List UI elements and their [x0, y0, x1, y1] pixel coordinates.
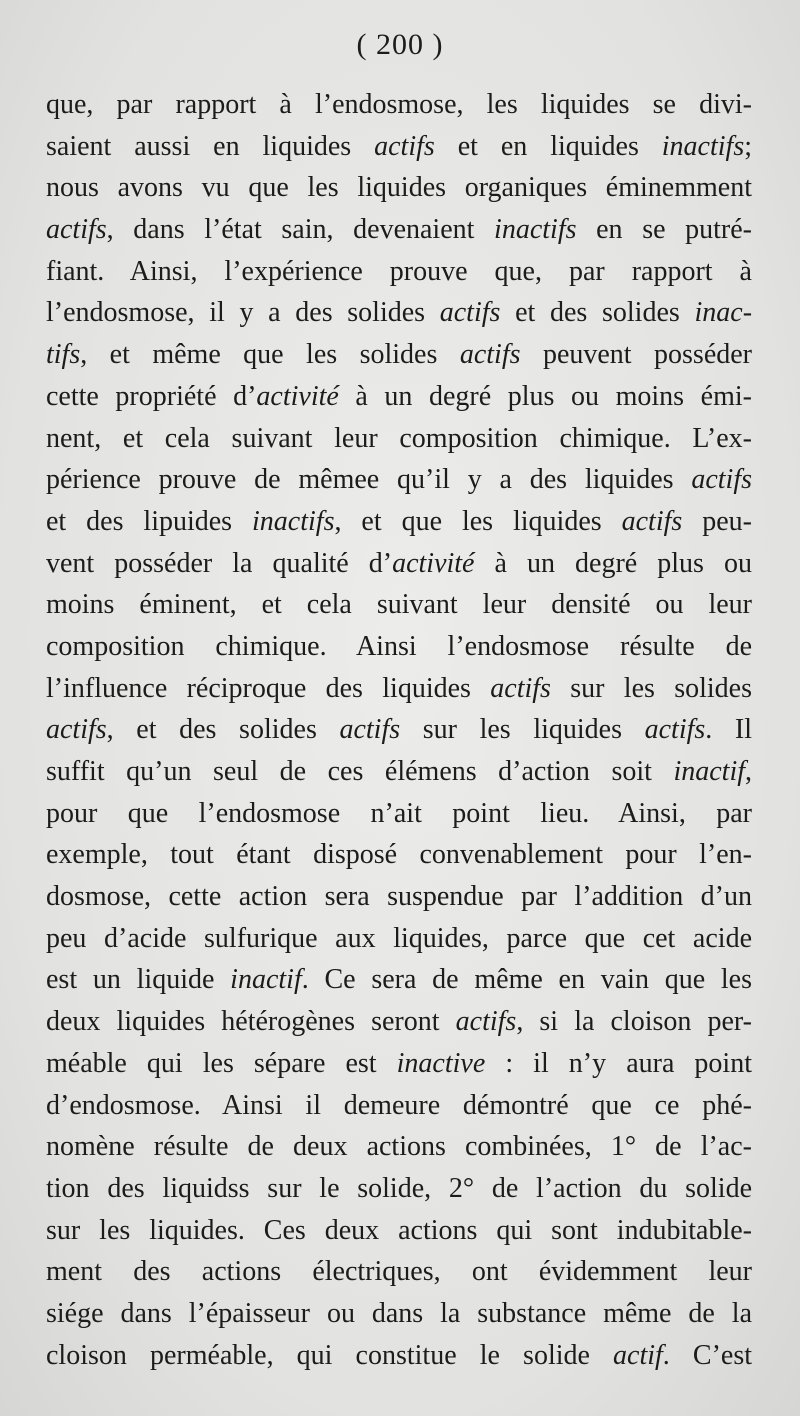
text-line: [46, 84, 752, 126]
italic-segment: inactifs: [661, 130, 745, 162]
text-line: [46, 1168, 752, 1210]
text-segment: ,: [745, 756, 752, 787]
text-segment: . Ce sera de même en vain que les: [301, 964, 753, 996]
text-segment: nous avons vu que les liquides organiques éminemment: [46, 172, 752, 204]
text-segment: vent posséder la qualité d’: [46, 547, 393, 579]
text-segment: peuvent posséder: [520, 339, 752, 371]
text-line: [46, 1001, 752, 1043]
italic-segment: inactif: [230, 964, 302, 996]
text-line: [46, 209, 752, 251]
italic-segment: activité: [392, 547, 475, 579]
text-segment: . Il: [705, 714, 753, 746]
text-segment: méable qui les sépare est: [46, 1047, 397, 1079]
text-segment: exemple, tout étant disposé convenablement pour l’en-: [46, 839, 752, 871]
text-line: [46, 251, 752, 293]
text-line: [46, 501, 752, 543]
text-segment: nomène résulte de deux actions combinées, 1° de l’ac-: [46, 1131, 752, 1163]
text-line: [46, 584, 752, 626]
text-line: [46, 918, 752, 960]
text-line: [46, 292, 752, 334]
text-segment: : il n’y aura point: [485, 1047, 752, 1079]
italic-segment: actifs: [621, 505, 683, 537]
text-segment: et en liquides: [434, 130, 662, 162]
text-segment: dosmose, cette action sera suspendue par l’addition d’un: [46, 881, 752, 913]
text-segment: sur les solides: [550, 672, 753, 704]
text-line: [46, 1335, 752, 1377]
page-number: ( 200 ): [356, 28, 444, 61]
text-segment: sur les liquides. Ces deux actions qui sont indubitable-: [46, 1214, 752, 1246]
text-body: [46, 84, 752, 1376]
text-line: [46, 1126, 752, 1168]
text-line: [46, 376, 752, 418]
text-segment: saient aussi en liquides: [46, 130, 375, 162]
italic-segment: actifs: [46, 214, 107, 246]
text-line: [46, 793, 752, 835]
text-segment: est un liquide: [46, 964, 231, 996]
text-segment: moins éminent, et cela suivant leur densité ou leur: [46, 589, 752, 621]
text-segment: l’influence réciproque des liquides: [46, 672, 491, 704]
text-line: [46, 1210, 752, 1252]
text-segment: l’endosmose, il y a des solides: [46, 297, 440, 329]
italic-segment: activité: [256, 380, 339, 412]
text-segment: , et même que les solides: [80, 339, 460, 371]
text-segment: que, par rapport à l’endosmose, les liquides se divi-: [46, 89, 752, 120]
text-segment: à un degré plus ou: [474, 547, 752, 579]
text-line: [46, 1043, 752, 1085]
italic-segment: actifs: [644, 714, 706, 746]
text-segment: deux liquides hétérogènes seront: [46, 1006, 456, 1038]
italic-segment: inactive: [396, 1047, 486, 1079]
italic-segment: actifs: [459, 339, 521, 371]
text-segment: nent, et cela suivant leur composition chimique. L’ex-: [46, 422, 752, 454]
text-line: [46, 1293, 752, 1335]
italic-segment: actifs: [490, 672, 551, 704]
text-segment: périence prouve de mêmee qu’il y a des liquides: [46, 464, 692, 496]
text-segment: . C’est: [662, 1339, 752, 1371]
text-segment: cloison perméable, qui constitue le solide: [46, 1339, 614, 1371]
text-segment: en se putré-: [576, 214, 752, 246]
text-line: [46, 167, 752, 209]
text-segment: et des lipuides: [46, 505, 253, 537]
italic-segment: inactif: [673, 756, 745, 787]
italic-segment: tifs: [46, 339, 81, 371]
text-segment: tion des liquidss sur le solide, 2° de l’action du solide: [46, 1172, 752, 1204]
text-segment: sur les liquides: [400, 714, 645, 746]
italic-segment: actifs: [374, 130, 435, 162]
text-line: [46, 126, 752, 168]
italic-segment: inactifs: [494, 214, 577, 246]
text-line: [46, 668, 752, 710]
text-segment: ment des actions électriques, ont évidemment leur: [46, 1256, 752, 1288]
text-line: [46, 543, 752, 585]
italic-segment: actifs: [439, 297, 501, 329]
text-segment: fiant. Ainsi, l’expérience prouve que, par rapport à: [46, 255, 752, 287]
text-line: [46, 959, 752, 1001]
italic-segment: inac-: [694, 297, 753, 329]
text-line: [46, 1251, 752, 1293]
text-line: [46, 751, 752, 793]
text-segment: , dans l’état sain, devenaient: [106, 214, 495, 246]
text-line: [46, 418, 752, 460]
text-segment: d’endosmose. Ainsi il demeure démontré que ce phé-: [46, 1089, 752, 1121]
text-segment: peu-: [682, 505, 752, 537]
text-segment: cette propriété d’: [46, 380, 257, 412]
italic-segment: inactifs: [252, 505, 335, 537]
italic-segment: actifs: [455, 1006, 517, 1038]
text-line: [46, 834, 752, 876]
italic-segment: actif: [613, 1339, 663, 1371]
text-segment: à un degré plus ou moins émi-: [338, 380, 752, 412]
text-segment: suffit qu’un seul de ces élémens d’action soit: [46, 756, 674, 787]
text-segment: peu d’acide sulfurique aux liquides, parce que cet acide: [46, 922, 752, 954]
text-segment: ;: [744, 130, 753, 162]
text-line: [46, 459, 752, 501]
text-segment: composition chimique. Ainsi l’endosmose résulte de: [46, 630, 752, 662]
text-line: [46, 626, 752, 668]
text-segment: pour que l’endosmose n’ait point lieu. Ainsi, par: [46, 797, 752, 829]
text-segment: siége dans l’épaisseur ou dans la substance même de la: [46, 1297, 752, 1329]
text-line: [46, 1085, 752, 1127]
text-line: [46, 334, 752, 376]
text-segment: et des solides: [500, 297, 695, 329]
italic-segment: actifs: [691, 464, 752, 496]
italic-segment: actifs: [339, 714, 401, 746]
italic-segment: actifs: [46, 714, 107, 746]
text-segment: , et que les liquides: [334, 505, 622, 537]
text-segment: , et des solides: [106, 714, 340, 746]
text-line: [46, 876, 752, 918]
text-line: [46, 709, 752, 751]
text-segment: , si la cloison per-: [516, 1006, 752, 1038]
